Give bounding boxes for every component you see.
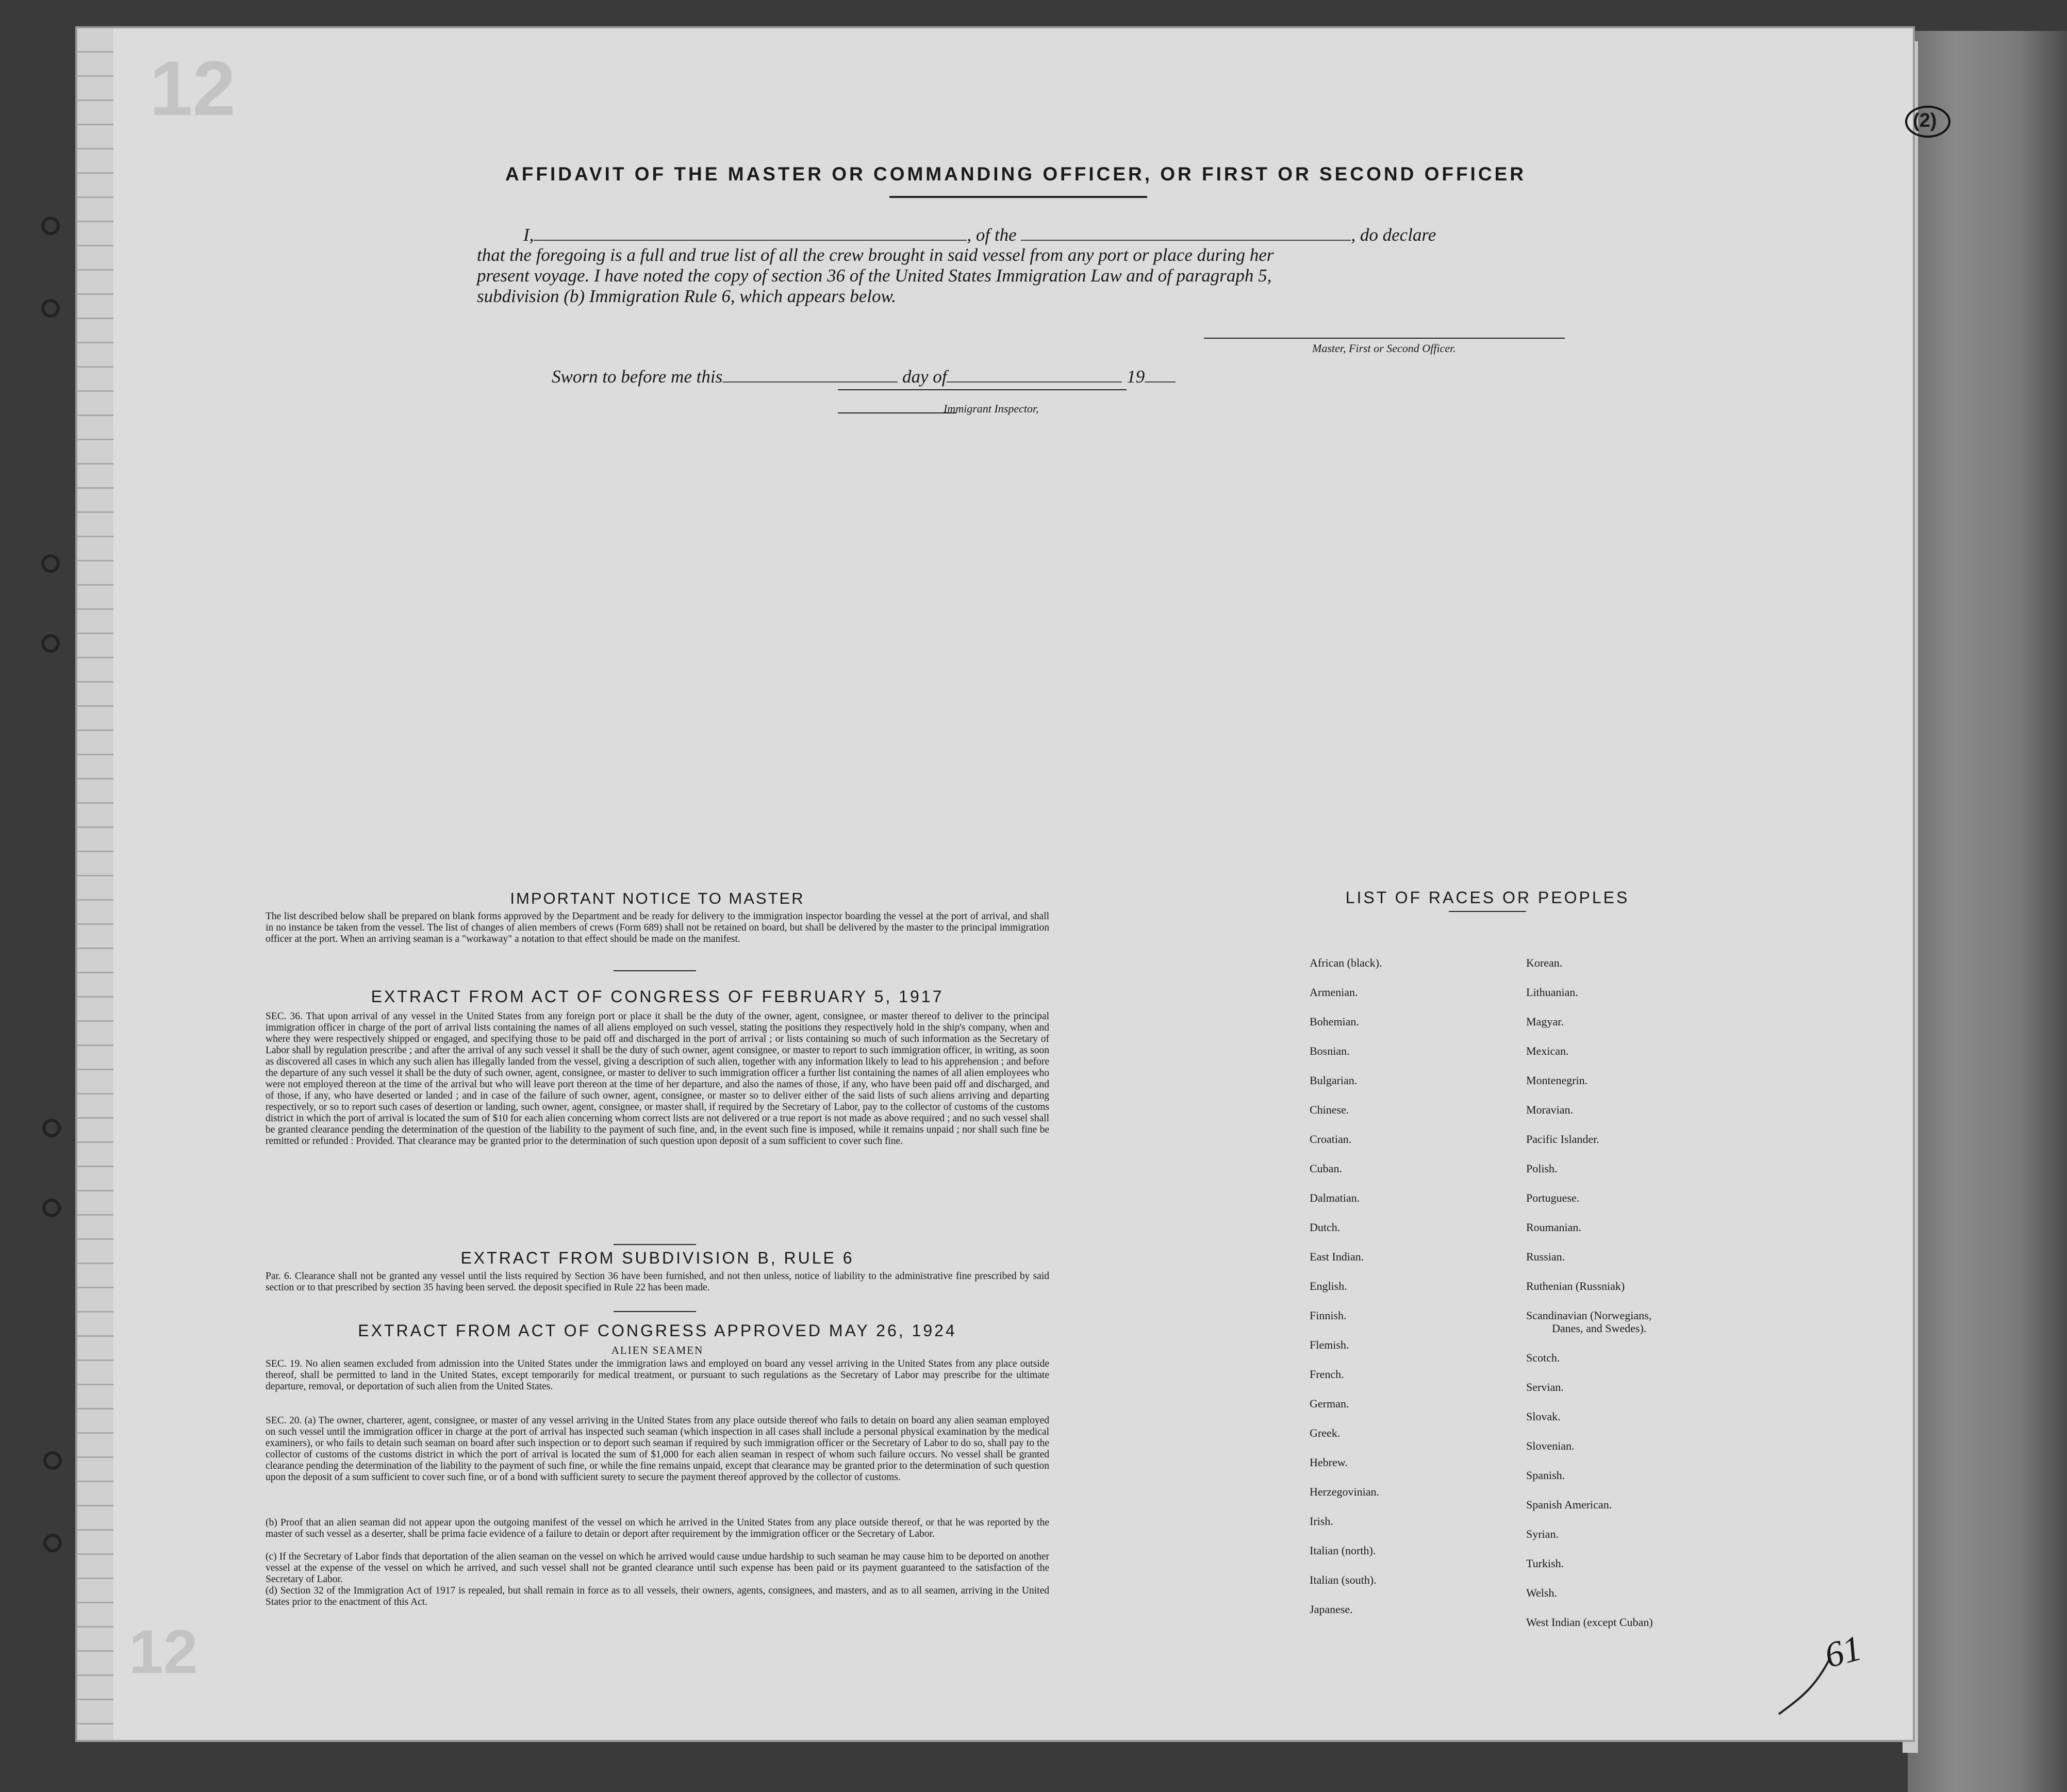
- affidavit-of-the: , of the: [967, 225, 1017, 245]
- race-item: Spanish.: [1526, 1469, 1565, 1482]
- sworn-month-field: [947, 366, 1122, 383]
- sworn-text: Sworn to before me this: [552, 367, 723, 387]
- title-rule: [889, 196, 1147, 198]
- race-item: Italian (south).: [1310, 1573, 1377, 1586]
- race-item: Spanish American.: [1526, 1498, 1612, 1511]
- race-item: French.: [1310, 1368, 1344, 1381]
- extract-1924-sec19: SEC. 19. No alien seamen excluded from admission into the United States under the immigration laws and employed on board any vessel arriving in the United States from any place outside thereof, shall be permitted to land in the United States, except temporarily for medical treatment, or pursuant to such regulations as the Secretary of Labor may prescribe for the ultimate departure, removal, or deportation of such alien from the United States.: [266, 1358, 1049, 1392]
- races-heading: LIST OF RACES OR PEOPLES: [1345, 888, 1630, 907]
- punch-hole-ring-icon: [41, 217, 60, 235]
- race-item: Bulgarian.: [1310, 1074, 1358, 1087]
- race-item: Lithuanian.: [1526, 986, 1578, 999]
- day-of-text: day of: [902, 367, 947, 387]
- inspector-signature-line-2: [838, 412, 956, 413]
- punch-hole-ring-icon: [41, 634, 60, 653]
- race-item: Montenegrin.: [1526, 1074, 1588, 1087]
- race-item: Chinese.: [1310, 1103, 1349, 1116]
- punch-hole-ring-icon: [41, 554, 60, 573]
- affidavit-declare: , do declare: [1351, 225, 1436, 245]
- race-item: Hebrew.: [1310, 1456, 1348, 1469]
- master-signature-line: [1204, 338, 1565, 339]
- extract-1917-rule: [614, 1244, 696, 1245]
- race-item: Finnish.: [1310, 1309, 1347, 1322]
- page-number-bleed-bottom: 12: [129, 1617, 198, 1686]
- handwritten-bottom-number: 61: [1821, 1628, 1866, 1676]
- race-item: Danes, and Swedes).: [1552, 1322, 1647, 1335]
- race-item: Cuban.: [1310, 1162, 1342, 1175]
- punch-hole-ring-icon: [43, 1534, 62, 1552]
- inspector-signature-line: [838, 389, 1127, 390]
- affidavit-line-4: subdivision (b) Immigration Rule 6, which appears below.: [477, 286, 897, 306]
- race-item: Italian (north).: [1310, 1544, 1376, 1557]
- rule6-rule: [614, 1311, 696, 1312]
- race-item: Japanese.: [1310, 1603, 1353, 1616]
- punch-hole-ring-icon: [42, 1199, 61, 1217]
- affidavit-line-1: [523, 224, 1585, 245]
- races-rule: [1449, 911, 1526, 912]
- punch-hole-ring-icon: [42, 1119, 61, 1137]
- affidavit-title: AFFIDAVIT OF THE MASTER OR COMMANDING OFFICER, OR FIRST OR SECOND OFFICER: [505, 163, 1526, 185]
- race-item: Polish.: [1526, 1162, 1558, 1175]
- race-item: German.: [1310, 1397, 1349, 1410]
- document-page: [77, 28, 1937, 1740]
- punch-hole-ring-icon: [43, 1451, 62, 1470]
- race-item: Turkish.: [1526, 1557, 1564, 1570]
- race-item: Pacific Islander.: [1526, 1133, 1599, 1146]
- extract-1924-heading: EXTRACT FROM ACT OF CONGRESS APPROVED MAY 26, 1924: [358, 1321, 957, 1340]
- vessel-field: [1021, 224, 1351, 241]
- year-text: 19: [1127, 367, 1145, 387]
- race-item: Irish.: [1310, 1515, 1333, 1528]
- race-item: Mexican.: [1526, 1044, 1569, 1057]
- race-item: Moravian.: [1526, 1103, 1574, 1116]
- race-item: Bohemian.: [1310, 1015, 1359, 1028]
- race-item: Russian.: [1526, 1250, 1565, 1263]
- race-item: Servian.: [1526, 1381, 1564, 1393]
- race-item: Syrian.: [1526, 1528, 1559, 1540]
- punch-hole-ring-icon: [41, 299, 60, 318]
- extract-1924-sec20b: (b) Proof that an alien seaman did not appear upon the outgoing manifest of the vessel on which he arrived in the United States from any place outside thereof, or that he was reported by the master of such vessel as a deserter, shall be prima facie evidence of a failure to detain or deport after requirement by the immigration officer or the Secretary of Labor.: [266, 1517, 1049, 1539]
- race-item: Portuguese.: [1526, 1191, 1580, 1204]
- page-number-bleed: 12: [150, 45, 236, 131]
- master-signature-caption: Master, First or Second Officer.: [1312, 342, 1456, 355]
- race-item: Korean.: [1526, 956, 1563, 969]
- race-item: Roumanian.: [1526, 1221, 1581, 1234]
- race-item: African (black).: [1310, 956, 1382, 969]
- race-item: Scotch.: [1526, 1351, 1560, 1364]
- race-item: English.: [1310, 1280, 1347, 1292]
- race-item: Greek.: [1310, 1426, 1341, 1439]
- extract-1924-sec20c: (c) If the Secretary of Labor finds that deportation of the alien seaman on the vessel on which he arrived would cause undue hardship to such seaman he may cause him to be deported on another vessel at the expense of the vessel on which he arrived, and such vessel shall not be granted clearance until such expense has been paid or its payment guaranteed to the satisfaction of the Secretary of Labor.: [266, 1551, 1049, 1585]
- name-field: [534, 224, 967, 241]
- race-item: West Indian (except Cuban): [1526, 1616, 1653, 1629]
- extract-1924-sec20a: SEC. 20. (a) The owner, charterer, agent, consignee, or master of any vessel arriving in the United States from any place outside thereof who fails to detain on board any alien seaman employed on such vessel until the immigration officer in charge at the port of arrival has inspected such seaman (which inspection in all cases shall include a personal physical examination by the medical examiners), or who fails to detain such seaman on board after such inspection or to deport such seaman if required by such immigration officer or the Secretary of Labor to do so, shall pay to the collector of customs of the customs district in which the port of arrival is located the sum of $1,000 for each alien seaman in respect of whom such failure occurs. No vessel shall be granted clearance pending the determination of the liability to the payment of such fine, or while the fine remains unpaid, except that clearance may be granted prior to the determination of such question upon the deposit of a sum sufficient to cover such fine, or of a bond with sufficient surety to secure the payment thereof approved by the collector of customs.: [266, 1415, 1049, 1483]
- race-item: Slovak.: [1526, 1410, 1561, 1423]
- race-item: Dalmatian.: [1310, 1191, 1360, 1204]
- extract-1917-heading: EXTRACT FROM ACT OF CONGRESS OF FEBRUARY 5, 1917: [371, 987, 944, 1006]
- sworn-year-field: [1145, 366, 1176, 383]
- race-item: Dutch.: [1310, 1221, 1341, 1234]
- race-item: East Indian.: [1310, 1250, 1364, 1263]
- race-item: Welsh.: [1526, 1586, 1557, 1599]
- sworn-day-field: [722, 366, 898, 383]
- race-item: Armenian.: [1310, 986, 1358, 999]
- sworn-line: [552, 366, 1176, 387]
- affidavit-line-3: present voyage. I have noted the copy of section 36 of the United States Immigration Law and of paragraph 5,: [477, 266, 1272, 286]
- race-item: Croatian.: [1310, 1133, 1352, 1146]
- race-item: Bosnian.: [1310, 1044, 1350, 1057]
- race-item: Flemish.: [1310, 1338, 1349, 1351]
- adjacent-page-shadow: [1908, 31, 2067, 1792]
- race-item: Scandinavian (Norwegians,: [1526, 1309, 1652, 1322]
- race-item: Magyar.: [1526, 1015, 1564, 1028]
- notice-heading: IMPORTANT NOTICE TO MASTER: [510, 889, 805, 907]
- handwritten-corner-number: (2): [1913, 110, 1937, 131]
- rule6-heading: EXTRACT FROM SUBDIVISION B, RULE 6: [460, 1249, 854, 1267]
- inspector-caption: Immigrant Inspector,: [944, 402, 1039, 415]
- rule6-text: Par. 6. Clearance shall not be granted any vessel until the lists required by Section 36 have been furnished, and not then unless, notice of liability to the administrative fine prescribed by said section or to that prescribed by section 35 having been served. the deposit specified in Rule 22 has been made.: [266, 1271, 1049, 1293]
- notice-rule: [614, 970, 696, 971]
- extract-1924-sec20d: (d) Section 32 of the Immigration Act of 1917 is repealed, but shall remain in force as to all vessels, their owners, agents, consignees, and masters, and as to all seamen, arriving in the United States prior to the enactment of this Act.: [266, 1585, 1049, 1607]
- alien-seamen-subheading: ALIEN SEAMEN: [611, 1344, 704, 1356]
- notice-text: The list described below shall be prepared on blank forms approved by the Department and be ready for delivery to the immigration inspector boarding the vessel at the port of arrival, and shall in no instance be taken from the vessel. The list of changes of alien members of crews (Form 689) shall not be retained on board, but shall be delivered by the master to the principal immigration officer at the port. When an arriving seaman is a "workaway" a notation to that effect should be made on the manifest.: [266, 911, 1049, 944]
- race-item: Ruthenian (Russniak): [1526, 1280, 1625, 1292]
- race-item: Herzegovinian.: [1310, 1485, 1379, 1498]
- affidavit-line-2: that the foregoing is a full and true list of all the crew brought in said vessel from any port or place during her: [477, 245, 1274, 265]
- binding-margin: [77, 28, 113, 1740]
- race-item: Slovenian.: [1526, 1439, 1575, 1452]
- affidavit-i: I,: [523, 225, 534, 245]
- extract-1917-text: SEC. 36. That upon arrival of any vessel in the United States from any foreign port or place it shall be the duty of the owner, agent, consignee, or master thereof to deliver to the principal immigration officer in charge of the port of arrival lists containing the names of all aliens employed on such vessel, stating the positions they respectively hold in the ship's company, when and where they were respectively shipped or engaged, and specifying those to be paid off and discharged in the port of arrival ; or lists containing so much of such information as the Secretary of Labor shall by regulation prescribe ; and after the arrival of any such vessel it shall be the duty of such owner, agent consignee, or master to report to such immigration officer, in writing, as soon as discovered all cases in which any such alien has illegally landed from the vessel, giving a description of such alien, together with any information likely to lead to his apprehension ; and before the departure of any such vessel it shall be the duty of such owner, agent, consignee, or master to deliver to such immigration officer a further list containing the names of all alien employees who were not employed thereon at the time of the arrival but who will leave port thereon at the time of her departure, and also the names of those, if any, who have been paid off and discharged, and of those, if any, who have deserted or landed ; and in case of the failure of such owner, agent, consignee, or master so to deliver either of the said lists of such aliens arriving and departing respectively, or so to report such cases of desertion or landing, such owner, agent, consignee, or master shall, if required by the Secretary of Labor, pay to the collector of customs of the customs district in which the port of arrival is located the sum of $10 for each alien concerning whom correct lists are not delivered or a true report is not made as above required ; and no such vessel shall be granted clearance pending the determination of the question of the liability to the payment of such fine, and, in the event such fine is imposed, while it remains unpaid ; nor shall such fine be remitted or refunded : Provided. That clearance may be granted prior to the determination of such question upon deposit of a sum sufficient to cover such fine.: [266, 1011, 1049, 1147]
